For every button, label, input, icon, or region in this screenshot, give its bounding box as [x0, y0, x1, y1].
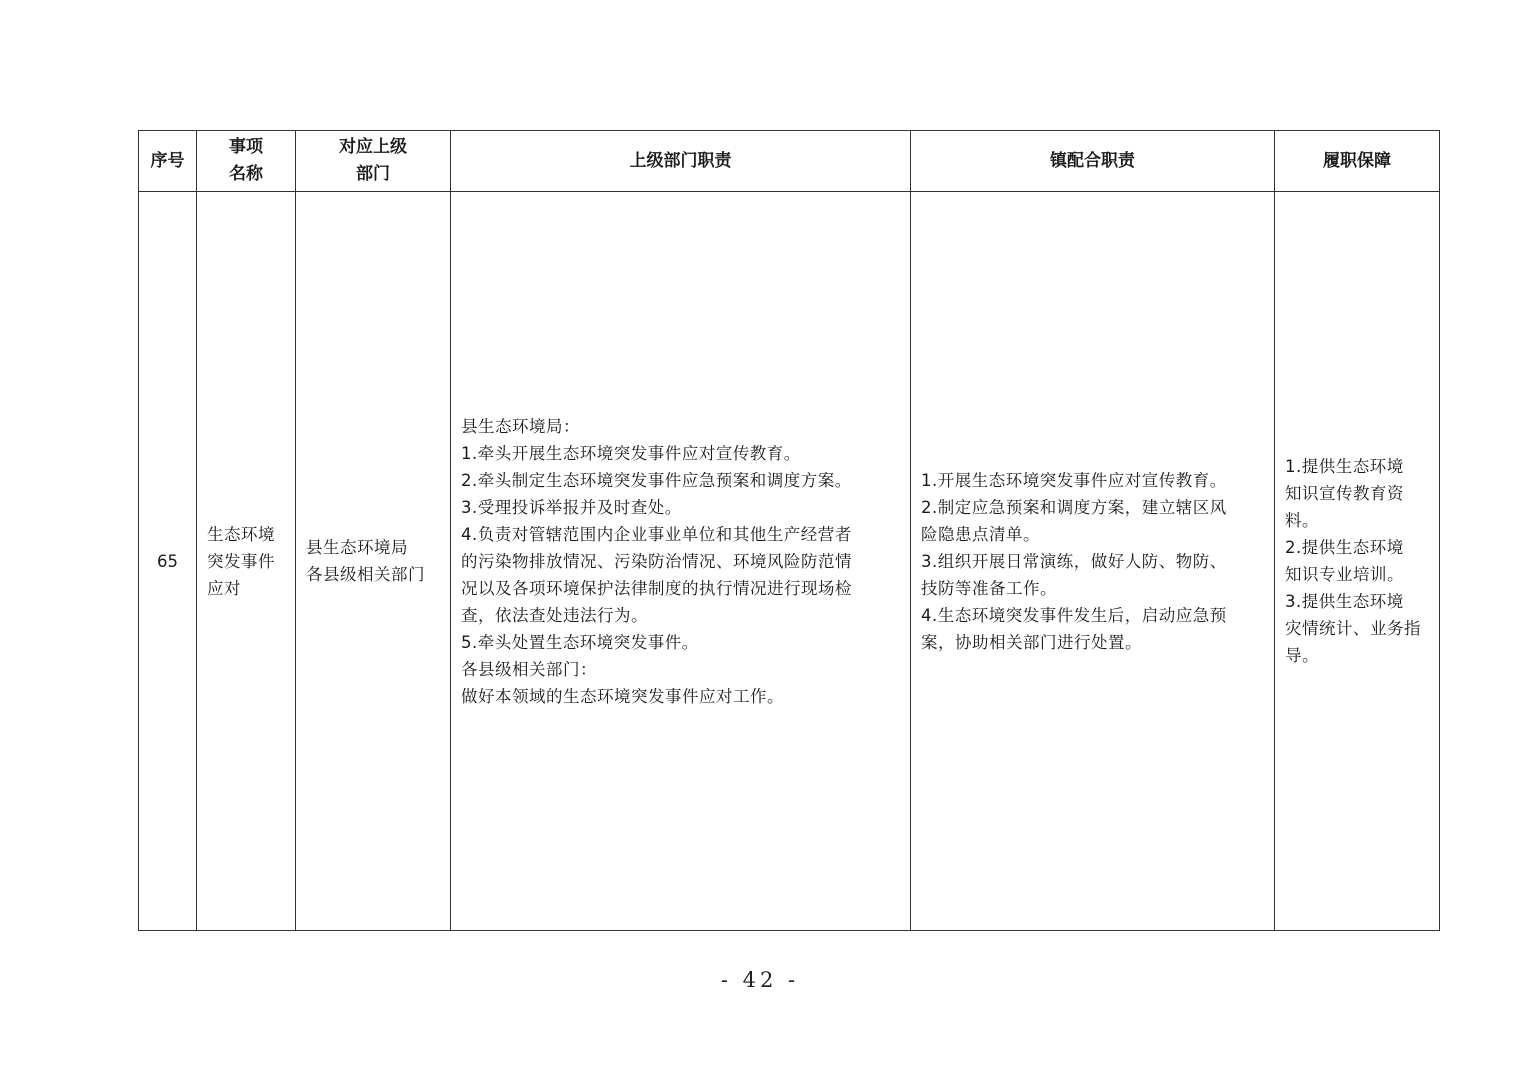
header-upper-duty: 上级部门职责	[451, 131, 911, 192]
cell-item-name: 生态环境 突发事件 应对	[197, 192, 296, 931]
cell-town-duty: 1.开展生态环境突发事件应对宣传教育。 2.制定应急预案和调度方案，建立辖区风 险隐患点清单。 3.组织开展日常演练，做好人防、物防、 技防等准备工作。 4.生态环境突发事件发生后，启动应急预 案，协助相关部门进行处置。	[911, 192, 1275, 931]
table-header-row	[139, 131, 1440, 192]
cell-dept: 县生态环境局 各县级相关部门	[296, 192, 451, 931]
duty-table	[138, 130, 1440, 931]
header-item-name: 事项 名称	[197, 131, 296, 192]
cell-upper-duty: 县生态环境局： 1.牵头开展生态环境突发事件应对宣传教育。 2.牵头制定生态环境突发事件应急预案和调度方案。 3.受理投诉举报并及时查处。 4.负责对管辖范围内企业事业单位和其他生产经营者 的污染物排放情况、污染防治情况、环境风险防范情 况以及各项环境保护法律制度的执行情况进行现场检 查，依法查处违法行为。 5.牵头处置生态环境突发事件。 各县级相关部门： 做好本领域的生态环境突发事件应对工作。	[451, 192, 911, 931]
header-no: 序号	[139, 131, 197, 192]
page-number: - 42 -	[720, 968, 800, 992]
header-town-duty: 镇配合职责	[911, 131, 1275, 192]
cell-guarantee: 1.提供生态环境 知识宣传教育资 料。 2.提供生态环境 知识专业培训。 3.提供生态环境 灾情统计、业务指 导。	[1275, 192, 1440, 931]
row-number: 65	[157, 551, 178, 571]
header-guarantee: 履职保障	[1275, 131, 1440, 192]
cell-no	[139, 192, 197, 931]
header-dept: 对应上级 部门	[296, 131, 451, 192]
table-row	[139, 192, 1440, 931]
